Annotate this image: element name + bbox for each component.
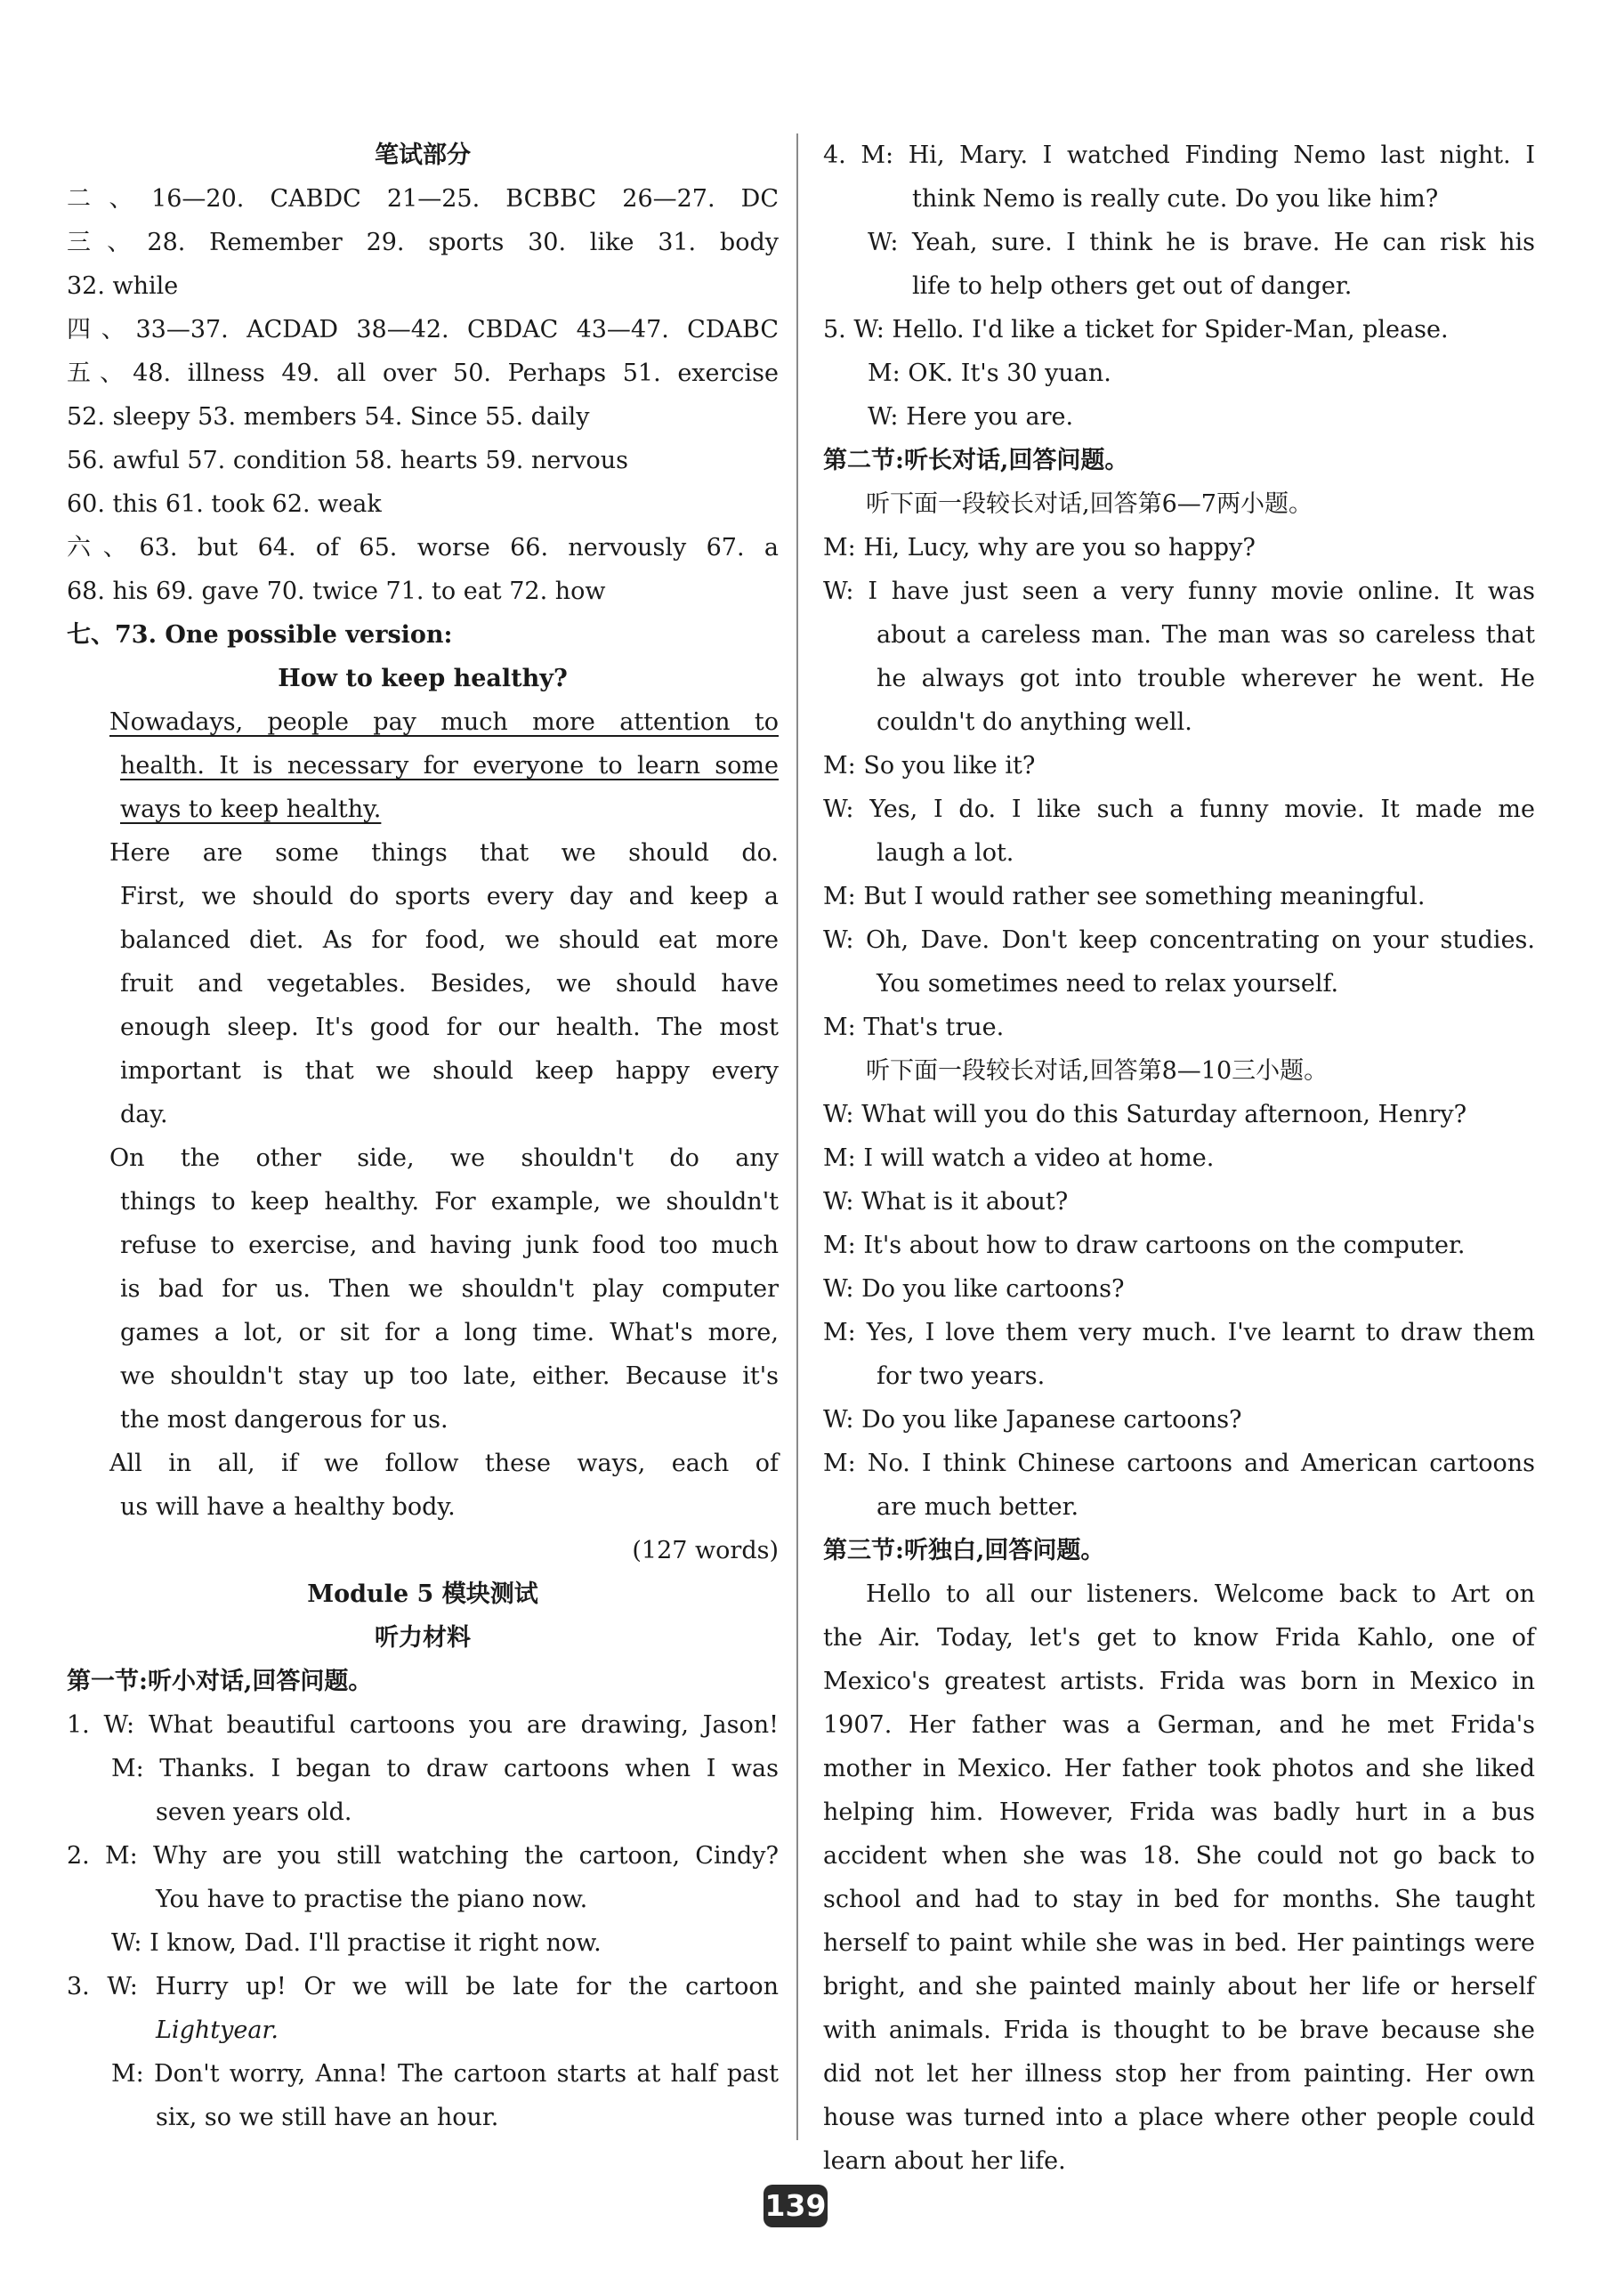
left-text-line: things to keep healthy. For example, we shouldn't	[120, 1188, 779, 1216]
left-text-line: 六、63. but 64. of 65. worse 66. nervously 67. a	[67, 534, 779, 562]
left-text-line: 1. W: What beautiful cartoons you are drawing, Jason!	[67, 1711, 779, 1739]
left-text-line: M: Thanks. I began to draw cartoons when I was	[111, 1755, 779, 1782]
right-text-line: the Air. Today, let's get to know Frida Kahlo, one of	[823, 1624, 1535, 1652]
right-text-line: 第二节:听长对话,回答问题。	[823, 447, 1129, 474]
left-text-line: fruit and vegetables. Besides, we should have	[120, 970, 779, 998]
right-text-line: house was turned into a place where other people could	[823, 2104, 1535, 2131]
right-text-line: W: Here you are.	[868, 403, 1074, 431]
left-text-line: us will have a healthy body.	[120, 1493, 456, 1521]
left-text-line: Module 5 模块测试	[307, 1580, 538, 1608]
left-text-line: 32. while	[67, 272, 179, 300]
left-text-line: Nowadays, people pay much more attention to	[109, 708, 779, 736]
left-text-line: health. It is necessary for everyone to learn some	[120, 752, 779, 780]
right-text-line: learn about her life.	[823, 2147, 1066, 2175]
left-text-line: W: I know, Dad. I'll practise it right now.	[111, 1929, 602, 1957]
right-text-line: M: But I would rather see something meaningful.	[823, 883, 1426, 910]
right-text-line: W: Do you like Japanese cartoons?	[823, 1406, 1242, 1434]
left-text-line: Here are some things that we should do.	[109, 839, 779, 867]
left-text-line: balanced diet. As for food, we should eat more	[120, 926, 779, 954]
left-text-line: we shouldn't stay up too late, either. Because it's	[120, 1362, 779, 1390]
right-text-line: M: Yes, I love them very much. I've learnt to draw them	[823, 1319, 1535, 1346]
right-text-line: think Nemo is really cute. Do you like him?	[912, 185, 1439, 213]
right-text-line: 1907. Her father was a German, and he met Frida's	[823, 1711, 1535, 1739]
left-text-line: 60. this 61. took 62. weak	[67, 490, 382, 518]
right-text-line: school and had to stay in bed for months. She taught	[823, 1886, 1535, 1913]
left-text-line: six, so we still have an hour.	[156, 2104, 499, 2131]
left-column	[67, 133, 779, 2139]
right-text-line: did not let her illness stop her from painting. Her own	[823, 2060, 1535, 2088]
right-text-line: M: No. I think Chinese cartoons and American cartoons	[823, 1450, 1535, 1477]
right-text-line: he always got into trouble wherever he went. He	[877, 665, 1535, 692]
right-text-line: W: Do you like cartoons?	[823, 1275, 1125, 1303]
left-text-line: All in all, if we follow these ways, each of	[109, 1450, 779, 1477]
right-text-line: for two years.	[877, 1362, 1046, 1390]
right-text-line: M: It's about how to draw cartoons on the computer.	[823, 1232, 1466, 1259]
left-text-line: 四、33—37. ACDAD 38—42. CBDAC 43—47. CDABC	[67, 316, 779, 343]
right-text-line: mother in Mexico. Her father took photos and she liked	[823, 1755, 1535, 1782]
left-text-line: ways to keep healthy.	[120, 796, 382, 823]
left-text-line: 听力材料	[375, 1624, 471, 1652]
left-text-line: (127 words)	[632, 1537, 779, 1564]
left-text-line: You have to practise the piano now.	[156, 1886, 588, 1913]
right-text-line: M: That's true.	[823, 1014, 1005, 1041]
left-text-line: M: Don't worry, Anna! The cartoon starts at half past	[111, 2060, 779, 2088]
right-text-line: 5. W: Hello. I'd like a ticket for Spider-Man, please.	[823, 316, 1449, 343]
left-text-line: 第一节:听小对话,回答问题。	[67, 1668, 373, 1695]
right-text-line: You sometimes need to relax yourself.	[877, 970, 1339, 998]
right-text-line: Hello to all our listeners. Welcome back to Art on	[866, 1580, 1535, 1608]
left-text-line: is bad for us. Then we shouldn't play computer	[120, 1275, 779, 1303]
right-text-line: with animals. Frida is thought to be brave because she	[823, 2016, 1535, 2044]
right-text-line: herself to paint while she was in bed. Her paintings were	[823, 1929, 1535, 1957]
left-text-line: 52. sleepy 53. members 54. Since 55. daily	[67, 403, 590, 431]
left-text-line: On the other side, we shouldn't do any	[109, 1144, 779, 1172]
left-text-line: refuse to exercise, and having junk food too much	[120, 1232, 779, 1259]
left-text-line: 68. his 69. gave 70. twice 71. to eat 72. how	[67, 578, 606, 605]
right-text-line: helping him. However, Frida was badly hurt in a bus	[823, 1798, 1535, 1826]
right-text-line: couldn't do anything well.	[877, 708, 1192, 736]
left-text-line: How to keep healthy?	[278, 665, 568, 692]
left-text-line: 2. M: Why are you still watching the cartoon, Cindy?	[67, 1842, 779, 1870]
right-text-line: 第三节:听独白,回答问题。	[823, 1537, 1105, 1564]
page-number: 139	[764, 2185, 828, 2227]
left-text-line: 二、16—20. CABDC 21—25. BCBBC 26—27. DC	[67, 185, 779, 213]
left-text-line: First, we should do sports every day and keep a	[120, 883, 779, 910]
left-text-line: seven years old.	[156, 1798, 352, 1826]
right-text-line: accident when she was 18. She could not go back to	[823, 1842, 1535, 1870]
right-text-line: 听下面一段较长对话,回答第8—10三小题。	[866, 1057, 1329, 1085]
right-text-line: W: What is it about?	[823, 1188, 1069, 1216]
right-text-line: 4. M: Hi, Mary. I watched Finding Nemo last night. I	[823, 141, 1535, 169]
left-text-line: games a lot, or sit for a long time. What's more,	[120, 1319, 779, 1346]
left-text-line: 七、73. One possible version:	[67, 621, 453, 649]
left-text-line: enough sleep. It's good for our health. The most	[120, 1014, 779, 1041]
right-text-line: about a careless man. The man was so careless that	[877, 621, 1535, 649]
right-text-line: bright, and she painted mainly about her life or herself	[823, 1973, 1535, 2000]
left-text-line: 五、48. illness 49. all over 50. Perhaps 51. exercise	[67, 360, 779, 387]
left-text-line: the most dangerous for us.	[120, 1406, 448, 1434]
left-text-line: day.	[120, 1101, 168, 1128]
right-text-line: W: Oh, Dave. Don't keep concentrating on your studies.	[823, 926, 1535, 954]
left-text-line: 笔试部分	[375, 141, 471, 169]
left-text-line: Lightyear.	[156, 2016, 279, 2044]
left-text-line: 3. W: Hurry up! Or we will be late for the cartoon	[67, 1973, 779, 2000]
right-column	[823, 133, 1535, 2183]
right-text-line: M: OK. It's 30 yuan.	[868, 360, 1111, 387]
right-text-line: M: So you like it?	[823, 752, 1036, 780]
left-text-line: 56. awful 57. condition 58. hearts 59. nervous	[67, 447, 628, 474]
left-text-line: important is that we should keep happy every	[120, 1057, 779, 1085]
right-text-line: life to help others get out of danger.	[912, 272, 1353, 300]
right-text-line: 听下面一段较长对话,回答第6—7两小题。	[866, 490, 1313, 518]
right-text-line: laugh a lot.	[877, 839, 1014, 867]
column-divider	[796, 133, 798, 2140]
right-text-line: W: What will you do this Saturday afternoon, Henry?	[823, 1101, 1467, 1128]
right-text-line: Mexico's greatest artists. Frida was born in Mexico in	[823, 1668, 1535, 1695]
right-text-line: W: Yeah, sure. I think he is brave. He can risk his	[868, 229, 1535, 256]
right-text-line: W: I have just seen a very funny movie online. It was	[823, 578, 1535, 605]
right-text-line: are much better.	[877, 1493, 1079, 1521]
right-text-line: M: I will watch a video at home.	[823, 1144, 1215, 1172]
right-text-line: W: Yes, I do. I like such a funny movie. It made me	[823, 796, 1535, 823]
right-text-line: M: Hi, Lucy, why are you so happy?	[823, 534, 1256, 562]
left-text-line: 三、28. Remember 29. sports 30. like 31. body	[67, 229, 779, 256]
